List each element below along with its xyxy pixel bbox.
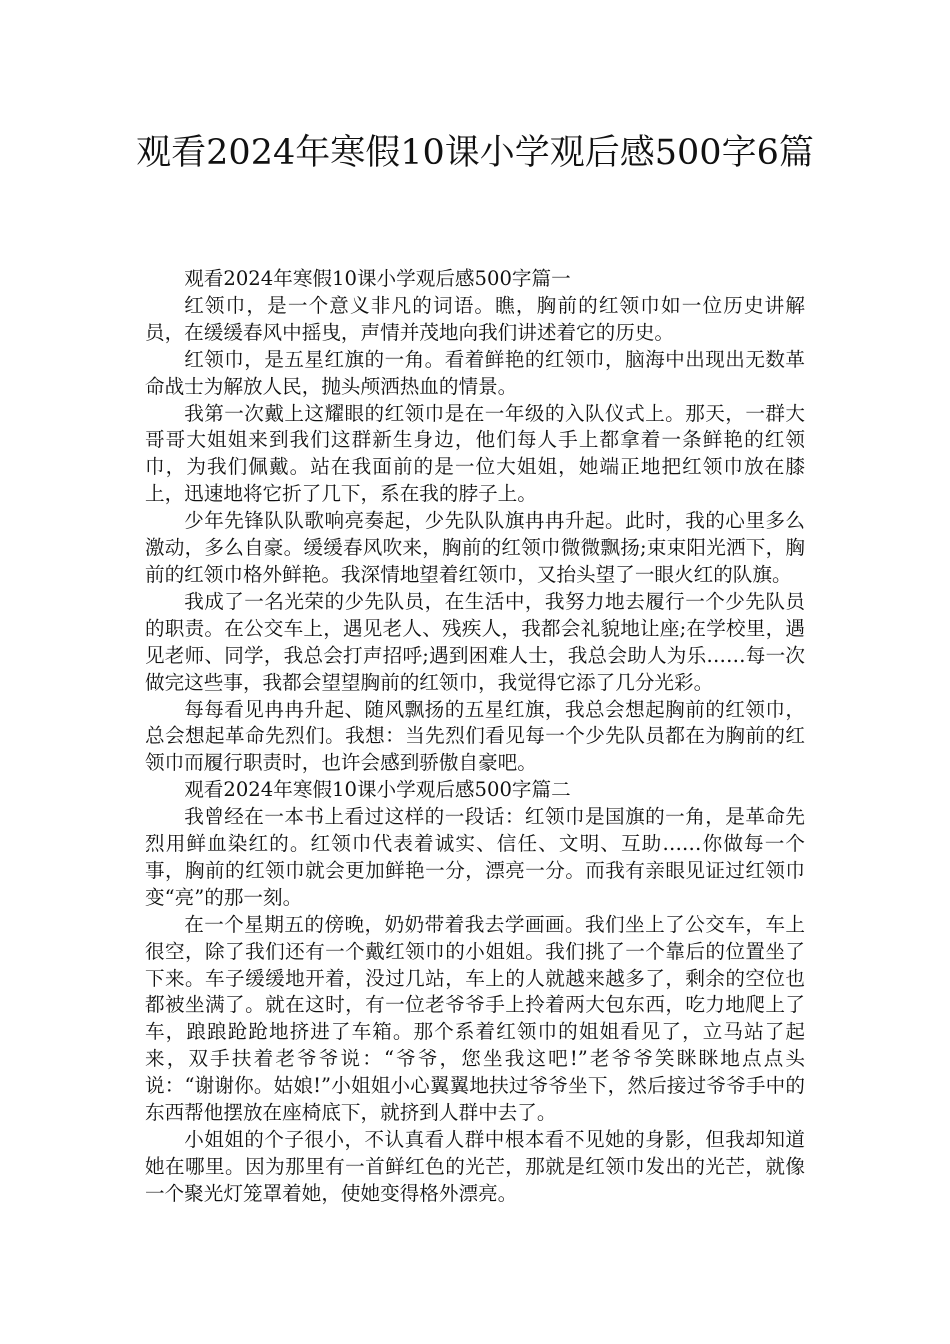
paragraph: 少年先锋队队歌响亮奏起，少先队队旗冉冉升起。此时，我的心里多么激动，多么自豪。缓缓春风吹来，胸前的红领巾微微飘扬;束束阳光洒下，胸前的红领巾格外鲜艳。我深情地望着红领巾，又抬头望了一眼火红的队旗。: [145, 509, 805, 586]
paragraph: 我曾经在一本书上看过这样的一段话：红领巾是国旗的一角，是革命先烈用鲜血染红的。红领巾代表着诚实、信任、文明、互助……你做每一个事，胸前的红领巾就会更加鲜艳一分，漂亮一分。而我有亲眼见证过红领巾变“亮”的那一刻。: [145, 805, 805, 909]
paragraph: 小姐姐的个子很小，不认真看人群中根本看不见她的身影，但我却知道她在哪里。因为那里有一首鲜红色的光芒，那就是红领巾发出的光芒，就像一个聚光灯笼罩着她，使她变得格外漂亮。: [145, 1128, 805, 1205]
document-body: [145, 266, 805, 1208]
paragraph: 我第一次戴上这耀眼的红领巾是在一年级的入队仪式上。那天，一群大哥哥大姐姐来到我们这群新生身边，他们每人手上都拿着一条鲜艳的红领巾，为我们佩戴。站在我面前的是一位大姐姐，她端正地把红领巾放在膝上，迅速地将它折了几下，系在我的脖子上。: [145, 401, 805, 506]
document-title: 观看2024年寒假10课小学观后感500字6篇: [136, 133, 814, 173]
paragraph: 在一个星期五的傍晚，奶奶带着我去学画画。我们坐上了公交车，车上很空，除了我们还有一个戴红领巾的小姐姐。我们挑了一个靠后的位置坐了下来。车子缓缓地开着，没过几站，车上的人就越来越多了，剩余的空位也都被坐满了。就在这时，有一位老爷爷手上拎着两大包东西，吃力地爬上了车，踉踉跄跄地挤进了车箱。那个系着红领巾的姐姐看见了，立马站了起来，双手扶着老爷爷说：“爷爷，您坐我这吧!”老爷爷笑眯眯地点点头说：“谢谢你。姑娘!”小姐姐小心翼翼地扶过爷爷坐下，然后接过爷爷手中的东西帮他摆放在座椅底下，就挤到人群中去了。: [145, 912, 805, 1125]
section-heading-2: 观看2024年寒假10课小学观后感500字篇二: [184, 778, 571, 802]
section-heading-1: 观看2024年寒假10课小学观后感500字篇一: [184, 267, 571, 290]
paragraph: 红领巾，是五星红旗的一角。看着鲜艳的红领巾，脑海中出现出无数革命战士为解放人民，抛头颅洒热血的情景。: [145, 347, 805, 398]
paragraph: 红领巾，是一个意义非凡的词语。瞧，胸前的红领巾如一位历史讲解员，在缓缓春风中摇曳，声情并茂地向我们讲述着它的历史。: [145, 293, 805, 344]
paragraph: 每每看见冉冉升起、随风飘扬的五星红旗，我总会想起胸前的红领巾，总会想起革命先烈们。我想：当先烈们看见每一个少先队员都在为胸前的红领巾而履行职责时，也许会感到骄傲自豪吧。: [145, 697, 805, 775]
paragraph: 我成了一名光荣的少先队员，在生活中，我努力地去履行一个少先队员的职责。在公交车上，遇见老人、残疾人，我都会礼貌地让座;在学校里，遇见老师、同学，我总会打声招呼;遇到困难人士，我总会助人为乐……每一次做完这些事，我都会望望胸前的红领巾，我觉得它添了几分光彩。: [145, 589, 805, 694]
